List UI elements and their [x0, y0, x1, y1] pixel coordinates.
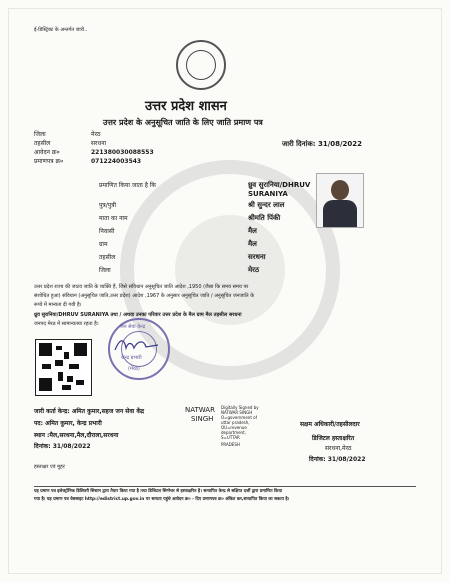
mother-label: माता का नाम [99, 215, 128, 222]
paragraph-line-4: ध्रुव सुरानिया/DHRUV SURANIYA तथा / अथवा उनका परिवार उत्तर प्रदेश के मैल ग्राम मैल तहसील सरधना [34, 312, 242, 318]
stamp-line-2: केन्द्र प्रभारी [121, 355, 142, 361]
signer-name-2: SINGH [191, 415, 214, 423]
qr-module [64, 352, 69, 359]
mother-name: श्रीमति पिंकी [248, 214, 281, 222]
district-value: मेरठ [248, 266, 260, 274]
issuer-line-1: जारी कर्ता केन्द्र: अमित कुमार,सहज जन सेवा केंद्र [34, 408, 145, 415]
stamp-line-3: (मेरठ) [128, 366, 140, 372]
dsig-line-8: PRADESH [221, 442, 240, 447]
handwritten-signature [112, 336, 162, 354]
issue-date: जारी दिनांक: 31/08/2022 [282, 140, 363, 148]
footer-line-1: यह प्रमाण पत्र इलेक्ट्रॉनिक डिलिवरी सिस्टम द्वारा तैयार किया गया है तथा डिजिटल सिग्नेचर से हस्ताक्षरित है। सत्यापित केन्द्र से सक्षिप्त दर्जी द्वारा प्रमाणित किया [34, 489, 283, 494]
authority-place: सरधना,मेरठ [325, 445, 352, 452]
authority-name: डिजिटल हस्ताक्षरित [312, 435, 355, 442]
issuer-line-4: दिनांक: 31/08/2022 [34, 443, 91, 450]
dsig-line-7: S=UTTAR [221, 435, 240, 440]
authority-title: सक्षम अधिकारी/तहसीलदार [300, 421, 360, 428]
village-value: मैल [248, 240, 257, 248]
dsig-line-2: NATWAR SINGH [221, 410, 253, 415]
qr-finder-bl [39, 378, 52, 391]
tehsil-value: सरधना [248, 253, 266, 261]
paragraph-line-5: जनपद मेरठ में सामान्यतया रहता है। [34, 321, 99, 327]
resident-value: मैल [248, 227, 257, 235]
paragraph-line-3: रूप्ये में मान्यता दी गयी है। [34, 302, 82, 308]
applicant-name: ध्रुव सुरानिया/DHRUV SURANIYA [248, 181, 311, 198]
dsig-line-3: O=government of [221, 415, 258, 420]
meta-district-label: जिला [34, 131, 46, 138]
dsig-line-4: uttar pradesh, [221, 420, 250, 425]
meta-certificate-label: प्रमाणपत्र क्र० [34, 158, 64, 165]
qr-module [67, 376, 73, 382]
dsig-line-5: OU=revenue [221, 425, 247, 430]
paragraph-line-2: संशोधित हुआ) संविधान (अनुसूचित जाति,उत्तर प्रदेश) आदेश ,1967 के अनुसार अनुसूचित जाति / अनुसूचित जनजाति के [34, 293, 255, 299]
meta-tehsil-label: तहसील [34, 140, 51, 147]
resident-label: निवासी [99, 228, 115, 235]
dsig-line-1: Digitally Signed by [221, 405, 259, 410]
village-label: ग्राम [99, 241, 108, 248]
signer-name-1: NATWAR [185, 406, 215, 414]
qr-module [42, 364, 51, 369]
qr-module [76, 380, 84, 385]
top-note: ई-डिस्ट्रिक्ट के अन्तर्गत जारी.. [34, 27, 88, 33]
meta-district-value: मेरठ [91, 131, 101, 138]
photo-body [323, 200, 357, 228]
father-name: श्री सुन्दर लाल [248, 201, 285, 209]
stamp-line-1: जन सेवा केन्द्र [120, 324, 146, 330]
qr-module [62, 385, 71, 390]
header-subtitle: उत्तर प्रदेश के अनुसूचित जाति के लिए जाति प्रमाण पत्र [103, 118, 263, 127]
watermark-center [175, 215, 285, 325]
qr-module [69, 364, 79, 369]
tehsil-label: तहसील [99, 254, 116, 261]
paragraph-line-1: उत्तर प्रदेश राज्य की जाटव जाति के व्यक्ति हैं, जिसे संविधान अनुसूचित जाति आदेश ,1950 (जैसा कि समय समय पर [34, 284, 249, 290]
qr-module [56, 346, 62, 350]
qr-module [55, 360, 63, 366]
qr-finder-tl [39, 343, 52, 356]
qr-finder-tr [74, 343, 87, 356]
qr-code [35, 339, 92, 396]
emblem-inner-ring [186, 50, 216, 80]
photo-head [331, 180, 349, 200]
qr-module [58, 372, 63, 381]
district-label: जिला [99, 267, 111, 274]
dsig-line-6: department, [221, 430, 246, 435]
footer-divider [34, 486, 416, 487]
signature-seal-note: हस्ताक्षर एवं मुहर [34, 464, 65, 470]
meta-application-label: आवेदन क्र० [34, 149, 60, 156]
son-label: पुत्र/पुत्री [99, 202, 117, 209]
issuer-line-2: पद: अमित कुमार, केन्द्र प्रभारी [34, 420, 102, 427]
header-title: उत्तर प्रदेश शासन [145, 99, 227, 114]
issuer-line-3: स्थान :मैल,सरधना,मैल,दौराला,सरधना [34, 432, 119, 439]
meta-certificate-number: 071224003543 [91, 158, 142, 165]
footer-line-2: गया है। यह प्रमाण पत्र वेबसाइट http://edistrict.up.gov.in पर सत्यता पहुंचे आवेदन क्र० - दिए प्रमाणपत्र क्र० अंकित कर,सत्यापित किया जा सकता है। [34, 497, 290, 502]
meta-application-number: 221380030088553 [91, 149, 154, 156]
authority-date: दिनांक: 31/08/2022 [309, 456, 366, 463]
applicant-photo [316, 173, 364, 228]
certify-label: प्रमाणित किया जाता है कि [99, 182, 157, 189]
meta-tehsil-value: सरधना [91, 140, 107, 147]
